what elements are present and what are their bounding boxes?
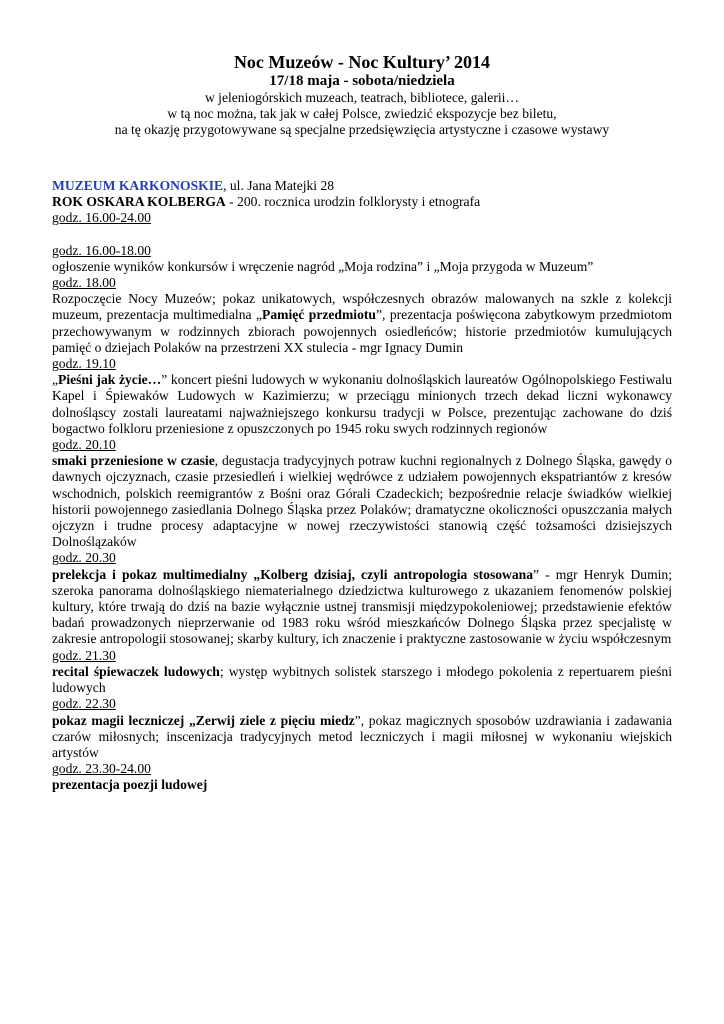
event-title: smaki przeniesione w czasie	[52, 453, 215, 469]
event-time: godz. 20.10	[52, 437, 116, 453]
event-time: godz. 22.30	[52, 696, 116, 712]
museum-line	[52, 178, 672, 194]
page-title: Noc Muzeów - Noc Kultury’ 2014	[233, 52, 491, 72]
event-text: „	[52, 372, 59, 388]
event-description	[52, 372, 672, 437]
event-title: Pamięć przedmiotu	[262, 307, 376, 323]
event-time: godz. 18.00	[52, 275, 116, 291]
intro-line-1: w jeleniogórskich muzeach, teatrach, bibliotece, galerii…	[204, 90, 520, 105]
event-text: ”, prezentacja poświęcona zabytkowym przedmiotom przechowywanym w rodzinnych zbiorach powojennych osiedleńców; historie przedmiotów kumulujących pamięć o dziejach Polaków na przestrzeni XX stulecia - mgr Ignacy Dumin	[52, 307, 672, 355]
theme-description: - 200. rocznica urodzin folklorysty i etnografa	[225, 194, 481, 210]
theme-line	[52, 194, 672, 210]
event-text: ; występ wybitnych solistek starszego i młodego pokolenia z repertuarem pieśni ludowych	[52, 663, 672, 696]
event-text: ”, pokaz magicznych sposobów uzdrawiania i zadawania czarów miłosnych; inscenizacja tradycyjnych metod leczniczych i magii miłosnej w wykonaniu wiejskich artystów	[52, 712, 672, 760]
event-description	[52, 453, 672, 550]
event-text: Rozpoczęcie Nocy Muzeów; pokaz unikatowych, współczesnych obrazów malowanych na szkle z kolekcji muzeum, prezentacja multimedialna „	[52, 291, 672, 323]
program-content	[52, 178, 672, 794]
event-title: pokaz magii leczniczej „Zerwij ziele z pięciu miedz	[52, 712, 355, 728]
event-time: godz. 16.00-18.00	[52, 242, 151, 258]
intro-line-2: w tą noc można, tak jak w całej Polsce, zwiedzić ekspozycje bez biletu,	[167, 106, 557, 122]
museum-name: MUZEUM KARKONOSKIE	[52, 178, 224, 193]
event-title: recital śpiewaczek ludowych	[52, 663, 220, 679]
museum-hours: godz. 16.00-24.00	[52, 210, 151, 226]
event-time: godz. 20.30	[52, 550, 116, 566]
event-description	[52, 664, 672, 696]
event-time: godz. 19.10	[52, 356, 116, 372]
event-title: prezentacja poezji ludowej	[52, 777, 208, 793]
spacer	[52, 227, 672, 243]
event-description: ogłoszenie wyników konkursów i wręczenie nagród „Moja rodzina” i „Moja przygoda w Muzeum”	[52, 258, 594, 274]
event-description	[52, 713, 672, 762]
event-description	[52, 291, 672, 356]
event-time: godz. 21.30	[52, 647, 116, 663]
event-title: prelekcja i pokaz multimedialny „Kolberg dzisiaj, czyli antropologia stosowana	[52, 566, 534, 582]
event-title: Pieśni jak życie…	[58, 372, 162, 388]
event-text: ” - mgr Henryk Dumin; szeroka panorama dolnośląskiego niematerialnego dziedzictwa kulturowego z ukazaniem fenomenów polskiej kultury, które trwają do dziś na bazie wyłącznie ustnej transmisji międzypokoleniowej; przedstawienie efektów badań prowadzonych nieprzerwanie od 1983 roku wśród mieszkańców Dolnego Śląska przez specjalistę w zakresie antropologii stosowanej; skarby kultury, ich znaczenie i praktyczne zastosowanie w życiu współczesnym	[52, 566, 672, 647]
theme-title: ROK OSKARA KOLBERGA	[52, 194, 226, 210]
museum-address: , ul. Jana Matejki 28	[223, 178, 335, 193]
event-description	[52, 567, 672, 648]
event-time: godz. 23.30-24.00	[52, 761, 151, 777]
intro-line-3: na tę okazję przygotowywane są specjalne przedsięwzięcia artystyczne i czasowe wystawy	[114, 122, 610, 138]
event-text: ” koncert pieśni ludowych w wykonaniu dolnośląskich laureatów Ogólnopolskiego Festiwalu Kapel i Śpiewaków Ludowych w Kazimierzu; w przeciągu minionych trzech dekad liczni wykonawcy dolnośląscy zostali laureatami najważniejszego konkursu tradycji w Polsce, prezentując zachowane do dziś bogactwo folkloru przeniesione z opuszczonych po 1945 roku swych rodzinnych regionów	[52, 372, 672, 436]
page-subtitle: 17/18 maja - sobota/niedziela	[269, 73, 455, 89]
event-text: , degustacja tradycyjnych potraw kuchni regionalnych z Dolnego Śląska, gawędy o dawnych ojczyznach, czasie przesiedleń i wielkiej wędrówce z udziałem powojennych ekspatriantów z kresów wschodnich, polskich reemigrantów z Bośni oraz Górali Czadeckich; bezpośrednie relacje świadków wielkiej historii powojennego zasiedlania Dolnego Śląska przez Polaków; dramatyczne okoliczności opuszczania małych ojczyzn i trudne procesy adaptacyjne w nowej rzeczywistości stanowią część tożsamości dzisiejszych Dolnoślązaków	[52, 453, 673, 550]
header	[0, 52, 724, 139]
